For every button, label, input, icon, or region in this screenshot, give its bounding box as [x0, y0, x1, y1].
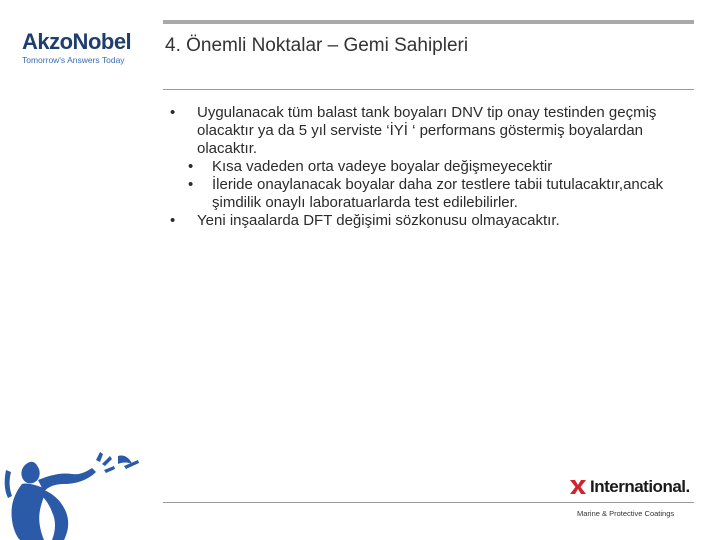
- akzonobel-figure-icon: [0, 450, 150, 540]
- brand-name: AkzoNobel: [22, 29, 132, 54]
- sub-bullet-list: [170, 158, 690, 212]
- international-logo: [568, 474, 690, 500]
- bullet-item: [170, 212, 690, 230]
- slide-content: [170, 104, 690, 230]
- sub-bullet-item: [188, 176, 690, 212]
- bullet-dot: •: [170, 212, 176, 229]
- sub-bullet-text: Kısa vadeden orta vadeye boyalar değişmeyecektir: [212, 158, 553, 175]
- division-label: Marine & Protective Coatings: [577, 509, 675, 518]
- sub-bullet-dot: •: [188, 158, 194, 175]
- international-wordmark: International.: [590, 477, 690, 496]
- bullet-text: Uygulanacak tüm balast tank boyaları DNV tip onay testinden geçmiş olacaktır ya da 5 yıl serviste ‘İYİ ‘ performans göstermiş boyalardan olacaktır.: [197, 104, 657, 157]
- sub-bullet-item: [188, 158, 690, 176]
- bullet-item: [170, 104, 690, 158]
- bullet-text: Yeni inşaalarda DFT değişimi sözkonusu olmayacaktır.: [197, 212, 560, 229]
- top-rule: [163, 20, 694, 24]
- brand-tagline: Tomorrow's Answers Today: [22, 55, 125, 65]
- sub-bullet-dot: •: [188, 176, 194, 193]
- title-rule: [163, 89, 694, 90]
- sub-bullet-text: İleride onaylanacak boyalar daha zor testlere tabii tutulacaktır,ancak şimdilik onaylı laboratuarlarda test edilebilirler.: [212, 176, 664, 211]
- slide-title: 4. Önemli Noktalar – Gemi Sahipleri: [165, 35, 469, 56]
- international-x-icon: [568, 477, 588, 497]
- akzonobel-logo: [22, 30, 140, 70]
- bullet-dot: •: [170, 104, 176, 121]
- bottom-rule: [163, 502, 694, 503]
